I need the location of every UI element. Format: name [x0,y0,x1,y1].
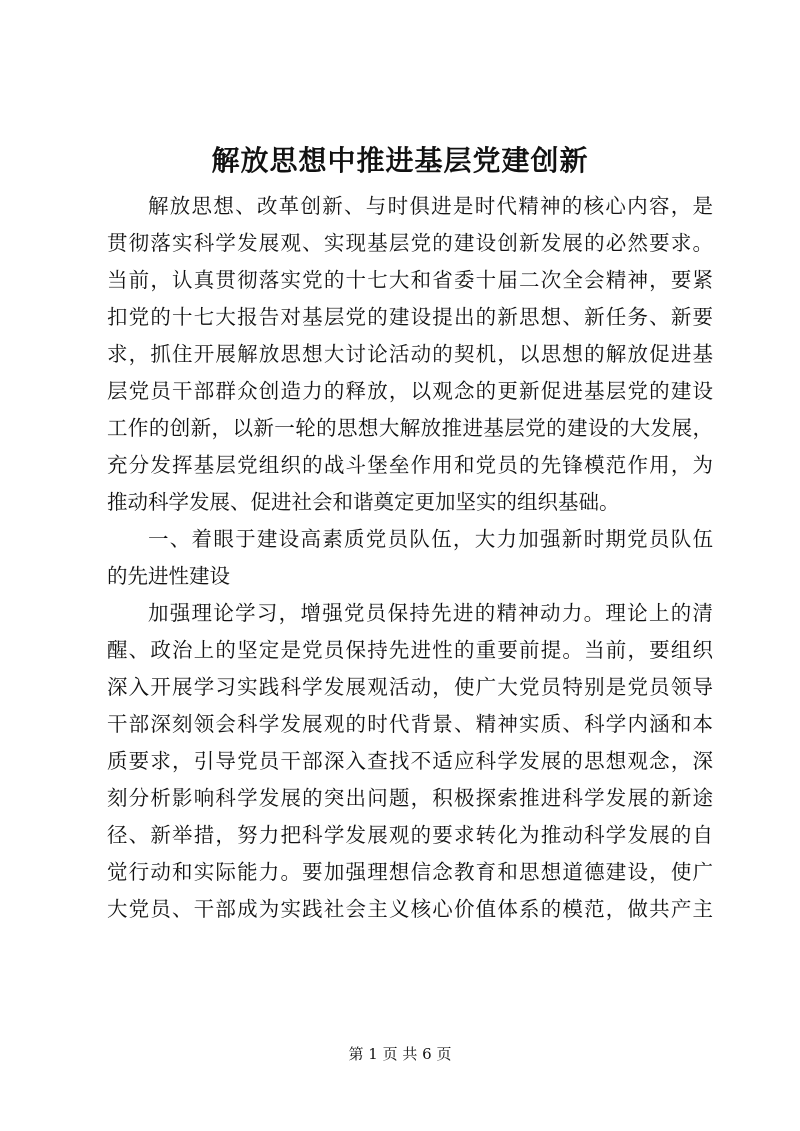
paragraph-2-line-8: 觉行动和实际能力。要加强理想信念教育和思想道德建设，使广 [107,860,713,884]
paragraph-2-line-2: 醒、政治上的坚定是党员保持先进性的重要前提。当前，要组织 [107,638,713,662]
paragraph-1-line-6: 层党员干部群众创造力的释放，以观念的更新促进基层党的建设 [107,379,713,403]
paragraph-2-line-3: 深入开展学习实践科学发展观活动，使广大党员特别是党员领导 [107,675,713,699]
paragraph-1-line-7: 工作的创新，以新一轮的思想大解放推进基层党的建设的大发展， [107,416,713,440]
heading-1-line-1: 一、着眼于建设高素质党员队伍，大力加强新时期党员队伍 [148,527,713,551]
paragraph-1-line-5: 求，抓住开展解放思想大讨论活动的契机，以思想的解放促进基 [107,342,713,366]
document-body [107,188,713,928]
paragraph-2-line-9: 大党员、干部成为实践社会主义核心价值体系的模范，做共产主 [107,897,713,921]
paragraph-1-line-8: 充分发挥基层党组织的战斗堡垒作用和党员的先锋模范作用，为 [107,453,713,477]
paragraph-1-line-2: 贯彻落实科学发展观、实现基层党的建设创新发展的必然要求。 [107,231,713,255]
paragraph-1-line-9: 推动科学发展、促进社会和谐奠定更加坚实的组织基础。 [107,490,620,514]
paragraph-1-line-4: 扣党的十七大报告对基层党的建设提出的新思想、新任务、新要 [107,305,713,329]
paragraph-2-line-4: 干部深刻领会科学发展观的时代背景、精神实质、科学内涵和本 [107,712,713,736]
paragraph-2-line-7: 径、新举措，努力把科学发展观的要求转化为推动科学发展的自 [107,823,713,847]
heading-1-line-2: 的先进性建设 [107,564,230,588]
paragraph-1-line-1: 解放思想、改革创新、与时俱进是时代精神的核心内容，是 [148,194,713,218]
paragraph-1-line-3: 当前，认真贯彻落实党的十七大和省委十届二次全会精神，要紧 [107,268,713,292]
paragraph-2-line-6: 刻分析影响科学发展的突出问题，积极探索推进科学发展的新途 [107,786,713,810]
document-title: 解放思想中推进基层党建创新 [211,144,589,177]
paragraph-2-line-5: 质要求，引导党员干部深入查找不适应科学发展的思想观念，深 [107,749,713,773]
page-number-footer: 第 1 页 共 6 页 [348,1045,452,1063]
paragraph-2-line-1: 加强理论学习，增强党员保持先进的精神动力。理论上的清 [148,601,713,625]
